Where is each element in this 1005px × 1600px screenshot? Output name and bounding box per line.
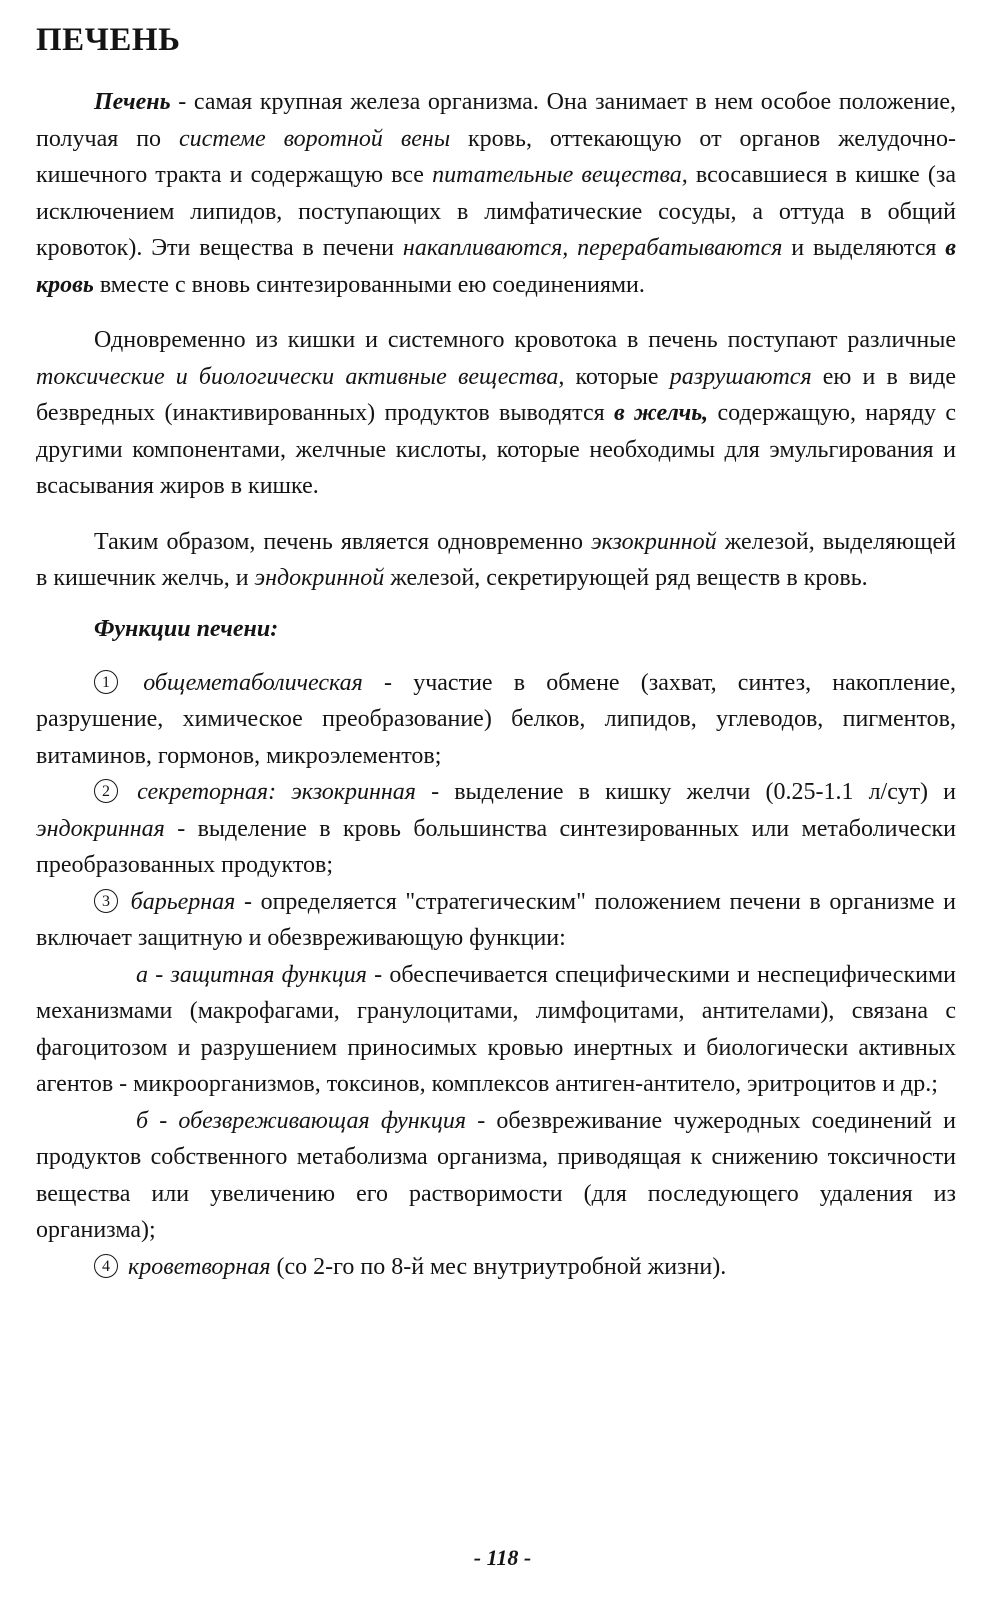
intro-text-1: - самая крупная железа организма. Она занимает в нем особое положение, получая по — [36, 89, 956, 152]
intro-italic-3: накапливаются, перерабатываются — [402, 235, 783, 262]
f2-text-2: - выделение в кровь большинства синтезированных или метаболически преобразованных продуктов; — [36, 815, 956, 879]
intro-italic-4: в кровь — [36, 235, 956, 298]
f3b-text: - обезвреживание чужеродных соединений и продуктов собственного метаболизма организма, приводящая к снижению токсичности вещества или увеличению его растворимости (для последующего удаления из организма); — [36, 1107, 956, 1244]
intro-text-2: кровь, оттекающую от органов желудочно-кишечного тракта и содержащую все — [36, 125, 957, 189]
f3a-text: - обеспечивается специфическими и неспецифическими механизмами (макрофагами, гранулоцитами, лимфоцитами, антителами), связана с фагоцитозом и разрушением приносимых кровью инертных и биологически активных агентов - микроорганизмов, токсинов, комплексов антиген-антитело, эритроцитов и др.; — [36, 961, 956, 1098]
f3-text: - определяется "стратегическим" положением печени в организме и включает защитную и обезвреживающую функции: — [36, 888, 957, 952]
f2-name-2: эндокринная — [36, 815, 165, 842]
function-3 — [36, 884, 956, 957]
p3-italic-2: эндокринной — [254, 565, 385, 592]
intro-italic-1: системе воротной вены — [178, 125, 451, 152]
page-content — [36, 22, 956, 1285]
p3-text-2: железой, выделяющей в кишечник желчь, и — [36, 528, 956, 592]
p2-italic-1: токсические и биологически активные вещества, — [36, 363, 565, 390]
number-circle-4-icon: 4 — [94, 1254, 118, 1278]
p2-text-1: Одновременно из кишки и системного кровотока в печень поступают различные — [94, 327, 956, 354]
number-circle-1-icon: 1 — [94, 670, 118, 694]
page-title: ПЕЧЕНЬ — [36, 22, 181, 58]
f3-name: барьерная — [130, 888, 236, 915]
intro-text-4: и выделяются — [782, 235, 946, 262]
p3-italic-1: экзокринной — [591, 528, 717, 555]
p2-text-2: которые — [564, 363, 670, 390]
p2-italic-2: разрушаются — [669, 363, 812, 390]
f2-text-1: - выделение в кишку желчи (0.25-1.1 л/сут) и — [415, 779, 957, 806]
f4-name: кроветворная — [128, 1253, 271, 1280]
paragraph-2 — [36, 322, 956, 505]
f2-name-1: секреторная: экзокринная — [137, 779, 416, 806]
f1-name: общеметаболическая — [143, 669, 363, 696]
f3b-name: б - обезвреживающая функция — [136, 1107, 467, 1134]
function-2 — [36, 774, 956, 884]
intro-text-3: всосавшиеся в кишке (за исключением липидов, поступающих в лимфатические сосуды, а оттуда в общий кровоток). Эти вещества в печени — [36, 162, 957, 262]
p2-text-3: ею и в виде безвредных (инактивированных) продуктов выводятся — [36, 363, 957, 427]
page-number: - 118 - — [473, 1545, 532, 1570]
f1-text: - участие в обмене (захват, синтез, накопление, разрушение, химическое преобразование) белков, липидов, углеводов, пигментов, витаминов, гормонов, микроэлементов; — [36, 669, 956, 769]
intro-text-5: вместе с вновь синтезированными ею соединениями. — [93, 271, 645, 298]
intro-italic-2: питательные вещества, — [432, 162, 688, 189]
f3a-name: а - защитная функция — [136, 961, 367, 988]
intro-paragraph — [36, 84, 956, 303]
p2-text-4: содержащую, наряду с другими компонентами, желчные кислоты, которые необходимы для эмульгирования и всасывания жиров в кишке. — [36, 400, 956, 500]
function-1 — [36, 665, 956, 775]
function-3a — [36, 957, 956, 1103]
functions-heading: Функции печени: — [94, 615, 279, 642]
number-circle-2-icon: 2 — [94, 779, 118, 803]
paragraph-3 — [36, 524, 956, 597]
function-4 — [36, 1249, 956, 1286]
term-liver: Печень — [94, 89, 171, 116]
p2-italic-3: в желчь, — [613, 400, 709, 427]
function-3b — [36, 1103, 956, 1249]
p3-text-1: Таким образом, печень является одновременно — [94, 528, 592, 555]
f4-text: (со 2-го по 8-й мес внутриутробной жизни). — [270, 1253, 727, 1280]
number-circle-3-icon: 3 — [94, 889, 118, 913]
p3-text-3: железой, секретирующей ряд веществ в кровь. — [384, 565, 868, 592]
